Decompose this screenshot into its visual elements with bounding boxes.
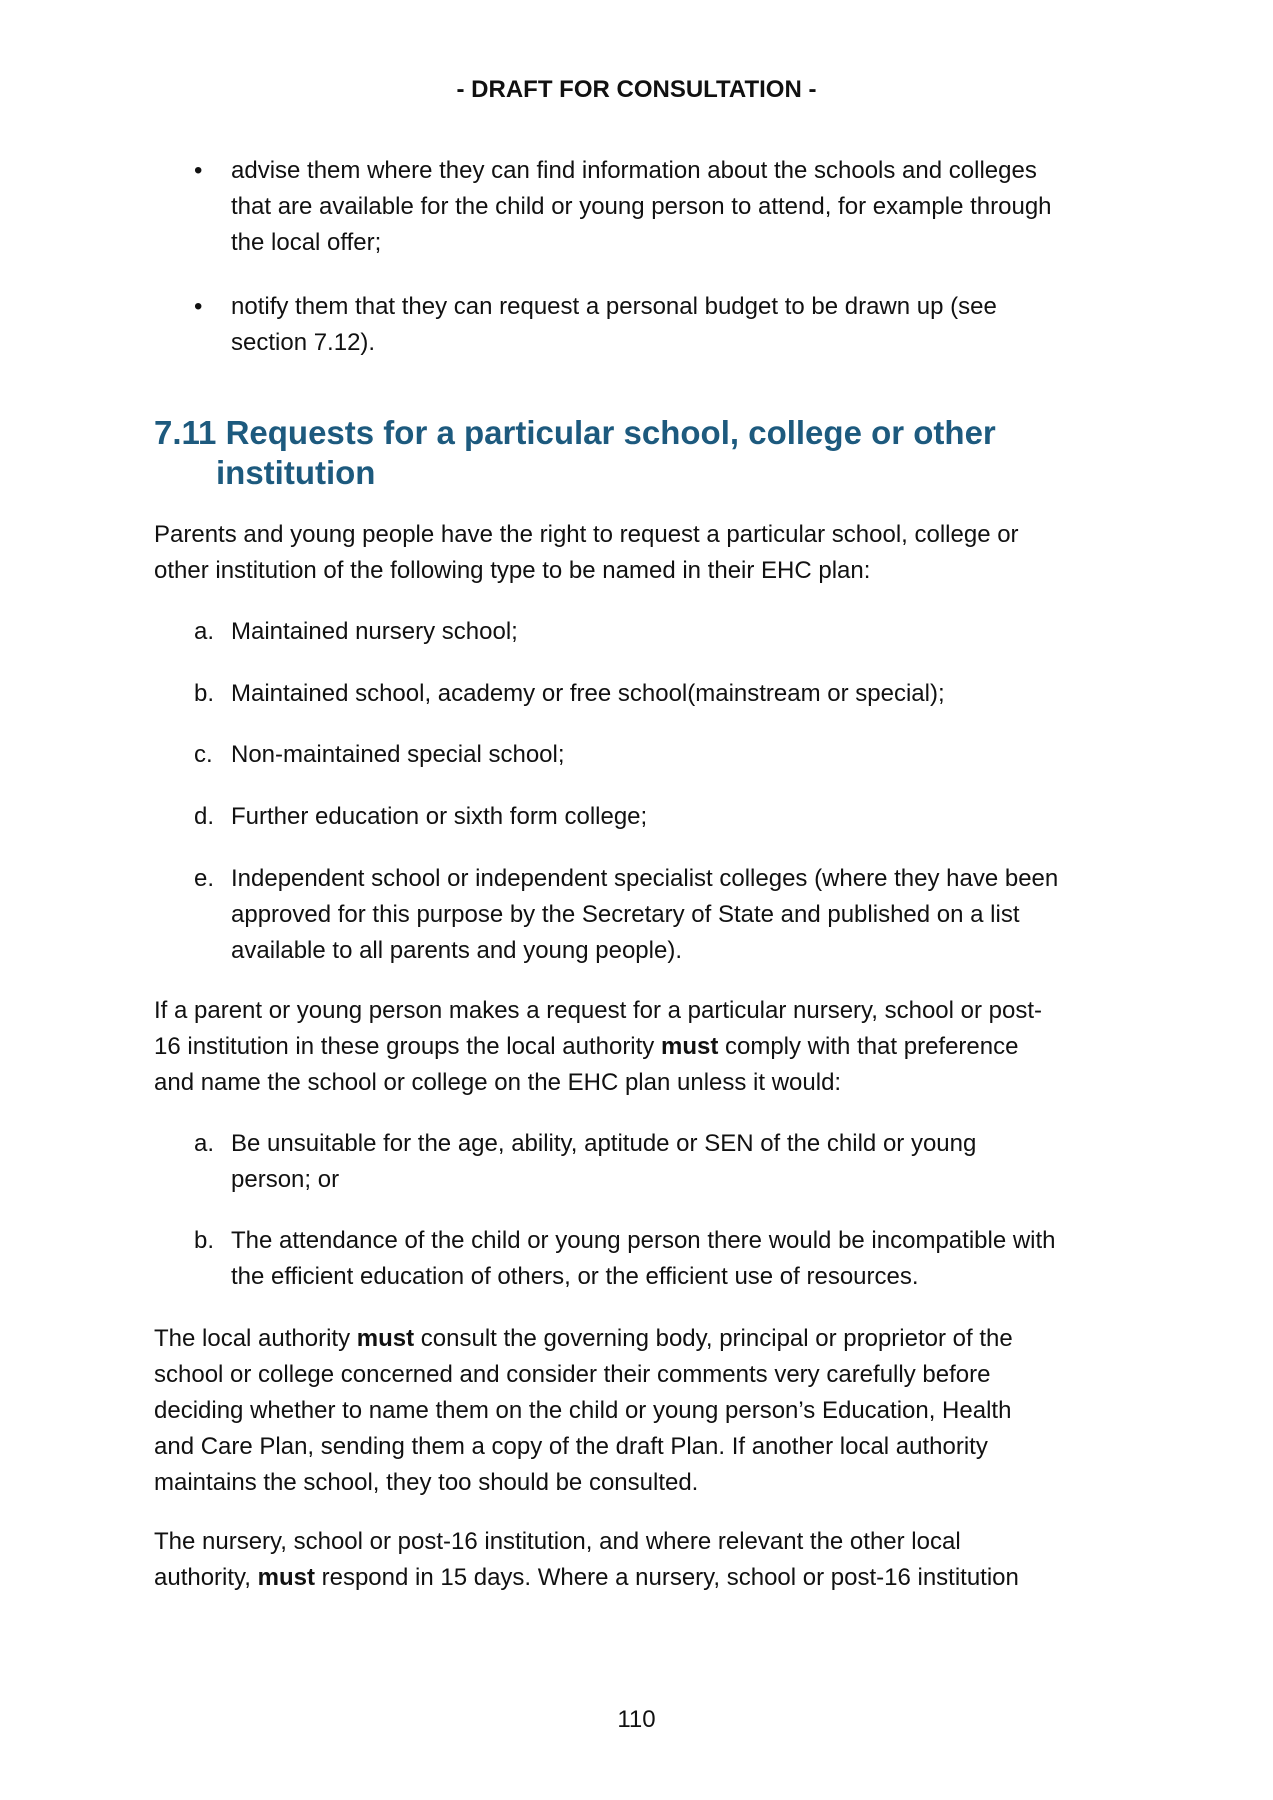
paragraph-request xyxy=(154,993,1134,1101)
text-line: that are available for the child or young person to attend, for example through xyxy=(231,193,1052,220)
list-item xyxy=(154,289,1134,361)
text: respond in 15 days. Where a nursery, school or post-16 institution xyxy=(314,1564,1019,1591)
text: authority, xyxy=(154,1564,258,1591)
paragraph-consult xyxy=(154,1321,1134,1501)
list-marker: b. xyxy=(194,1227,215,1254)
text: The local authority xyxy=(154,1325,357,1352)
text-line: If a parent or young person makes a request for a particular nursery, school or post- xyxy=(154,997,1042,1024)
list-item xyxy=(154,614,1134,650)
text-line: The nursery, school or post-16 institution, and where relevant the other local xyxy=(154,1528,961,1555)
text-line: Parents and young people have the right to request a particular school, college or xyxy=(154,521,1019,548)
text: 16 institution in these groups the local authority xyxy=(154,1033,661,1060)
text-line: person; or xyxy=(231,1166,340,1193)
text-line: Maintained nursery school; xyxy=(231,618,518,645)
text-line xyxy=(154,1321,1134,1357)
list-item xyxy=(154,1126,1134,1198)
text-line: the local offer; xyxy=(231,229,382,256)
page-number: 110 xyxy=(617,1706,656,1733)
text-line: the efficient education of others, or the efficient use of resources. xyxy=(231,1263,919,1290)
list-item xyxy=(154,799,1134,835)
list-marker: a. xyxy=(194,618,215,645)
text: consult the governing body, principal or proprietor of the xyxy=(414,1325,1013,1352)
paragraph-respond xyxy=(154,1524,1134,1596)
text-line: notify them that they can request a personal budget to be drawn up (see xyxy=(231,293,997,320)
list-marker: • xyxy=(194,157,203,184)
list-item xyxy=(154,861,1134,969)
paragraph-intro xyxy=(154,517,1134,589)
list-marker: a. xyxy=(194,1130,215,1157)
list-marker: b. xyxy=(194,680,215,707)
heading-line-2: institution xyxy=(216,454,376,491)
text-line: Non-maintained special school; xyxy=(231,741,565,768)
text-line xyxy=(154,1560,1134,1596)
text-line: school or college concerned and consider their comments very carefully before xyxy=(154,1361,991,1388)
bold-must: must xyxy=(257,1564,315,1591)
text-line: other institution of the following type to be named in their EHC plan: xyxy=(154,557,871,584)
heading-line-1: 7.11 Requests for a particular school, college or other xyxy=(154,414,996,451)
bold-must: must xyxy=(660,1033,719,1060)
text-line: Independent school or independent specialist colleges (where they have been xyxy=(231,865,1059,892)
text-line: maintains the school, they too should be consulted. xyxy=(154,1469,699,1496)
text-line xyxy=(154,1029,1134,1065)
text: comply with that preference xyxy=(718,1033,1019,1060)
text-line: and name the school or college on the EHC plan unless it would: xyxy=(154,1069,842,1096)
list-item xyxy=(154,737,1134,773)
list-marker: c. xyxy=(194,741,213,768)
text-line: available to all parents and young people). xyxy=(231,937,682,964)
list-item xyxy=(154,1223,1134,1295)
list-marker: d. xyxy=(194,803,215,830)
list-item xyxy=(154,153,1134,261)
list-marker: e. xyxy=(194,865,215,892)
list-marker: • xyxy=(194,293,203,320)
text-line: deciding whether to name them on the child or young person’s Education, Health xyxy=(154,1397,1012,1424)
text-line: advise them where they can find information about the schools and colleges xyxy=(231,157,1037,184)
bold-must: must xyxy=(356,1325,415,1352)
text-line: Further education or sixth form college; xyxy=(231,803,648,830)
list-item xyxy=(154,676,1134,712)
text-line: approved for this purpose by the Secretary of State and published on a list xyxy=(231,901,1020,928)
text-line: and Care Plan, sending them a copy of the draft Plan. If another local authority xyxy=(154,1433,988,1460)
text-line: Be unsuitable for the age, ability, aptitude or SEN of the child or young xyxy=(231,1130,977,1157)
text-line: Maintained school, academy or free school(mainstream or special); xyxy=(231,680,945,707)
draft-header: - DRAFT FOR CONSULTATION - xyxy=(456,76,817,103)
section-heading xyxy=(154,413,996,493)
text-line: section 7.12). xyxy=(231,329,376,356)
text-line: The attendance of the child or young person there would be incompatible with xyxy=(231,1227,1056,1254)
